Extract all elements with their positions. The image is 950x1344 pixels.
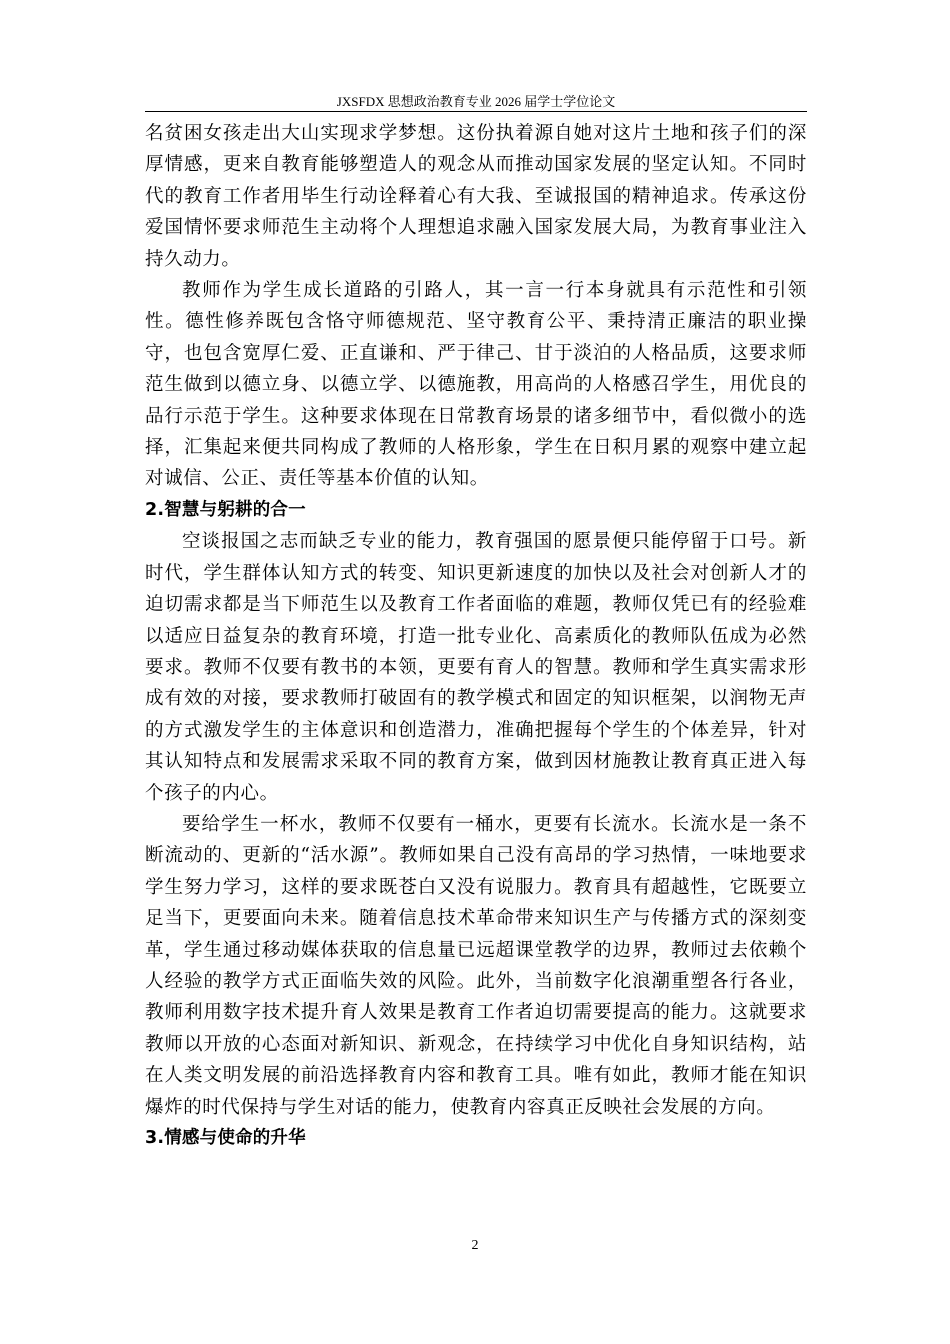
paragraph-professional-ability: 空谈报国之志而缺乏专业的能力，教育强国的愿景便只能停留于口号。新时代，学生群体认知方式的转变、知识更新速度的加快以及社会对创新人才的迫切需求都是当下师范生以及教育工作者面临的难题，教师仅凭已有的经验难以适应日益复杂的教育环境，打造一批专业化、高素质化的教师队伍成为必然要求。教师不仅要有教书的本领，更要有育人的智慧。教师和学生真实需求形成有效的对接，要求教师打破固有的教学模式和固定的知识框架，以润物无声的方式激发学生的主体意识和创造潜力，准确把握每个学生的个体差异，针对其认知特点和发展需求采取不同的教育方案，做到因材施教让教育真正进入每个孩子的内心。 — [145, 531, 807, 804]
paragraph-lifelong-learning: 要给学生一杯水，教师不仅要有一桶水，更要有长流水。长流水是一条不断流动的、更新的“活水源”。教师如果自己没有高昂的学习热情，一味地要求学生努力学习，这样的要求既苍白又没有说服力。教育具有超越性，它既要立足当下，更要面向未来。随着信息技术革命带来知识生产与传播方式的深刻变革，学生通过移动媒体获取的信息量已远超课堂教学的边界，教师过去依赖个人经验的教学方式正面临失效的风险。此外，当前数字化浪潮重塑各行各业，教师利用数字技术提升育人效果是教育工作者迫切需要提高的能力。这就要求教师以开放的心态面对新知识、新观念，在持续学习中优化自身知识结构，站在人类文明发展的前沿选择教育内容和教育工具。唯有如此，教师才能在知识爆炸的时代保持与学生对话的能力，使教育内容真正反映社会发展的方向。 — [145, 813, 807, 1118]
section-heading-2: 2.智慧与躬耕的合一 — [145, 499, 306, 520]
page-header: JXSFDX 思想政治教育专业 2026 届学士学位论文 — [336, 94, 616, 109]
paragraph-teacher-virtue: 教师作为学生成长道路的引路人，其一言一行本身就具有示范性和引领性。德性修养既包含恪守师德规范、坚守教育公平、秉持清正廉洁的职业操守，也包含宽厚仁爱、正直谦和、严于律己、甘于淡泊的人格品质，这要求师范生做到以德立身、以德立学、以德施教，用高尚的人格感召学生，用优良的品行示范于学生。这种要求体现在日常教育场景的诸多细节中，看似微小的选择，汇集起来便共同构成了教师的人格形象，学生在日积月累的观察中建立起对诚信、公正、责任等基本价值的认知。 — [145, 280, 807, 490]
document-body — [145, 118, 807, 1154]
page-number: 2 — [471, 1238, 479, 1253]
paragraph-continued: 名贫困女孩走出大山实现求学梦想。这份执着源自她对这片土地和孩子们的深厚情感，更来自教育能够塑造人的观念从而推动国家发展的坚定认知。不同时代的教育工作者用毕生行动诠释着心有大我、至诚报国的精神追求。传承这份爱国情怀要求师范生主动将个人理想追求融入国家发展大局，为教育事业注入持久动力。 — [145, 123, 807, 270]
header-divider — [145, 111, 807, 112]
section-heading-3: 3.情感与使命的升华 — [145, 1128, 306, 1148]
